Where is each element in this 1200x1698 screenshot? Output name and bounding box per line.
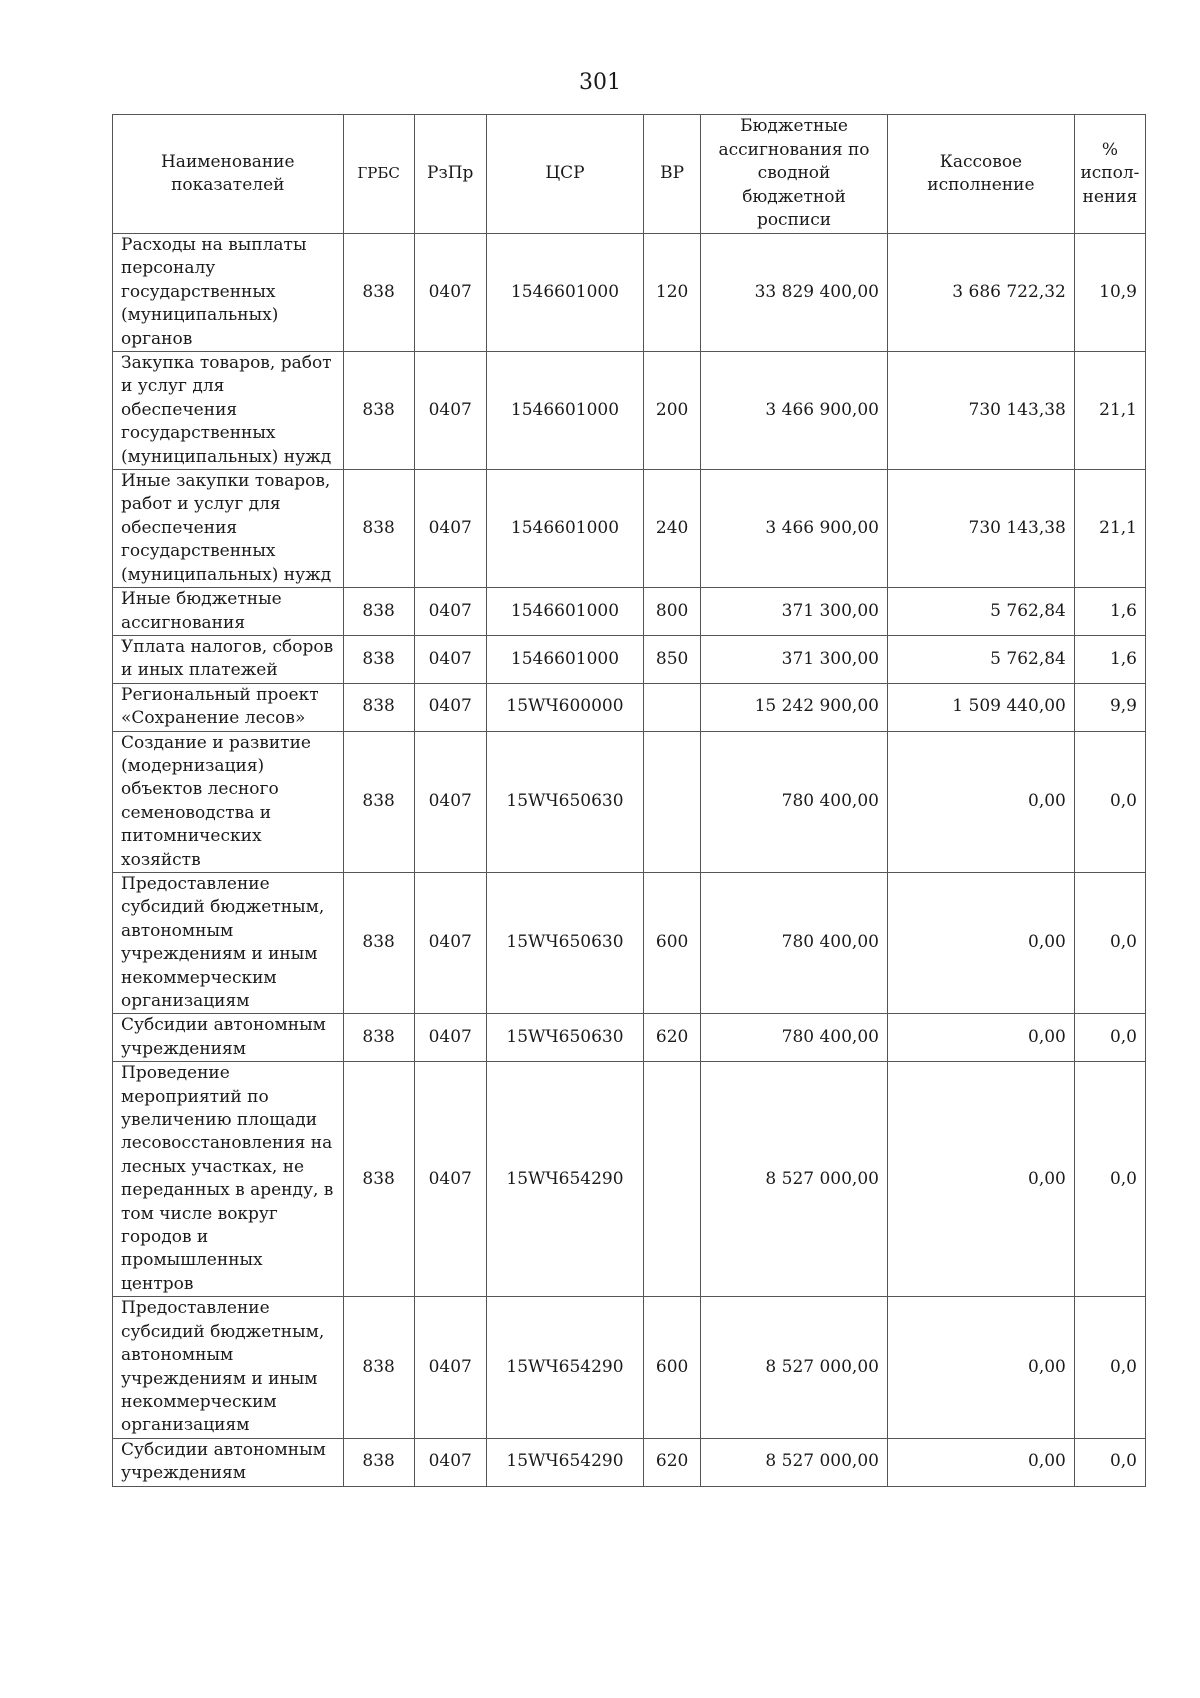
row-csr: 1546601000 bbox=[486, 470, 643, 588]
row-execution: 0,00 bbox=[887, 1062, 1074, 1297]
row-rzpr: 0407 bbox=[414, 1438, 486, 1486]
row-csr: 15WЧ654290 bbox=[486, 1438, 643, 1486]
column-header-assignments: Бюджетные ассигнования по сводной бюджетной росписи bbox=[701, 115, 888, 234]
row-percent: 0,0 bbox=[1074, 731, 1145, 872]
row-name: Иные закупки товаров, работ и услуг для обеспечения государственных (муниципальных) нужд bbox=[113, 470, 344, 588]
row-name: Проведение мероприятий по увеличению площади лесовосстановления на лесных участках, не переданных в аренду, в том числе вокруг городов и промышленных центров bbox=[113, 1062, 344, 1297]
row-vr: 850 bbox=[644, 635, 701, 683]
row-execution: 0,00 bbox=[887, 1014, 1074, 1062]
table-row bbox=[113, 470, 1146, 588]
row-csr: 15WЧ650630 bbox=[486, 731, 643, 872]
row-csr: 15WЧ650630 bbox=[486, 872, 643, 1013]
row-vr: 620 bbox=[644, 1014, 701, 1062]
table-row bbox=[113, 731, 1146, 872]
table-row bbox=[113, 588, 1146, 636]
row-grbs: 838 bbox=[343, 683, 414, 731]
table-row bbox=[113, 234, 1146, 352]
table-row bbox=[113, 352, 1146, 470]
row-assignments: 371 300,00 bbox=[701, 635, 888, 683]
row-name: Субсидии автономным учреждениям bbox=[113, 1438, 344, 1486]
row-rzpr: 0407 bbox=[414, 588, 486, 636]
row-execution: 1 509 440,00 bbox=[887, 683, 1074, 731]
row-grbs: 838 bbox=[343, 588, 414, 636]
row-assignments: 3 466 900,00 bbox=[701, 352, 888, 470]
table-row bbox=[113, 683, 1146, 731]
row-execution: 0,00 bbox=[887, 731, 1074, 872]
row-percent: 9,9 bbox=[1074, 683, 1145, 731]
row-assignments: 33 829 400,00 bbox=[701, 234, 888, 352]
row-percent: 0,0 bbox=[1074, 1062, 1145, 1297]
row-csr: 1546601000 bbox=[486, 635, 643, 683]
row-percent: 1,6 bbox=[1074, 635, 1145, 683]
column-header-grbs: ГРБС bbox=[343, 115, 414, 234]
row-vr: 120 bbox=[644, 234, 701, 352]
row-vr: 800 bbox=[644, 588, 701, 636]
row-name: Иные бюджетные ассигнования bbox=[113, 588, 344, 636]
row-vr: 600 bbox=[644, 872, 701, 1013]
row-name: Предоставление субсидий бюджетным, автономным учреждениям и иным некоммерческим организациям bbox=[113, 872, 344, 1013]
page-number: 301 bbox=[579, 70, 621, 95]
table-row bbox=[113, 1014, 1146, 1062]
column-header-vr: ВР bbox=[644, 115, 701, 234]
row-assignments: 8 527 000,00 bbox=[701, 1062, 888, 1297]
budget-execution-table bbox=[112, 114, 1146, 1487]
row-grbs: 838 bbox=[343, 1014, 414, 1062]
row-name: Закупка товаров, работ и услуг для обеспечения государственных (муниципальных) нужд bbox=[113, 352, 344, 470]
table-header-row bbox=[113, 115, 1146, 234]
row-execution: 0,00 bbox=[887, 1297, 1074, 1438]
row-grbs: 838 bbox=[343, 872, 414, 1013]
row-csr: 15WЧ654290 bbox=[486, 1297, 643, 1438]
row-assignments: 780 400,00 bbox=[701, 731, 888, 872]
row-execution: 3 686 722,32 bbox=[887, 234, 1074, 352]
column-header-rzpr: РзПр bbox=[414, 115, 486, 234]
row-grbs: 838 bbox=[343, 1062, 414, 1297]
row-vr bbox=[644, 1062, 701, 1297]
column-header-csr: ЦСР bbox=[486, 115, 643, 234]
row-name: Региональный проект «Сохранение лесов» bbox=[113, 683, 344, 731]
row-assignments: 8 527 000,00 bbox=[701, 1297, 888, 1438]
row-rzpr: 0407 bbox=[414, 731, 486, 872]
row-vr bbox=[644, 731, 701, 872]
row-percent: 21,1 bbox=[1074, 352, 1145, 470]
row-percent: 0,0 bbox=[1074, 1438, 1145, 1486]
row-csr: 15WЧ650630 bbox=[486, 1014, 643, 1062]
row-vr: 620 bbox=[644, 1438, 701, 1486]
row-grbs: 838 bbox=[343, 731, 414, 872]
row-grbs: 838 bbox=[343, 234, 414, 352]
column-header-percent: % испол-нения bbox=[1074, 115, 1145, 234]
row-grbs: 838 bbox=[343, 352, 414, 470]
row-name: Уплата налогов, сборов и иных платежей bbox=[113, 635, 344, 683]
row-vr: 600 bbox=[644, 1297, 701, 1438]
row-rzpr: 0407 bbox=[414, 635, 486, 683]
table-row bbox=[113, 1438, 1146, 1486]
row-execution: 5 762,84 bbox=[887, 635, 1074, 683]
row-csr: 15WЧ600000 bbox=[486, 683, 643, 731]
column-header-name: Наименование показателей bbox=[113, 115, 344, 234]
row-execution: 0,00 bbox=[887, 872, 1074, 1013]
row-execution: 0,00 bbox=[887, 1438, 1074, 1486]
row-percent: 0,0 bbox=[1074, 1297, 1145, 1438]
row-rzpr: 0407 bbox=[414, 470, 486, 588]
row-assignments: 780 400,00 bbox=[701, 872, 888, 1013]
column-header-execution: Кассовое исполнение bbox=[887, 115, 1074, 234]
row-grbs: 838 bbox=[343, 1297, 414, 1438]
row-csr: 15WЧ654290 bbox=[486, 1062, 643, 1297]
row-rzpr: 0407 bbox=[414, 872, 486, 1013]
row-rzpr: 0407 bbox=[414, 683, 486, 731]
row-assignments: 15 242 900,00 bbox=[701, 683, 888, 731]
row-percent: 0,0 bbox=[1074, 1014, 1145, 1062]
row-rzpr: 0407 bbox=[414, 234, 486, 352]
row-name: Субсидии автономным учреждениям bbox=[113, 1014, 344, 1062]
row-execution: 730 143,38 bbox=[887, 470, 1074, 588]
row-percent: 0,0 bbox=[1074, 872, 1145, 1013]
row-rzpr: 0407 bbox=[414, 1014, 486, 1062]
row-rzpr: 0407 bbox=[414, 352, 486, 470]
row-assignments: 371 300,00 bbox=[701, 588, 888, 636]
table-row bbox=[113, 872, 1146, 1013]
row-execution: 730 143,38 bbox=[887, 352, 1074, 470]
row-name: Расходы на выплаты персоналу государственных (муниципальных) органов bbox=[113, 234, 344, 352]
row-percent: 10,9 bbox=[1074, 234, 1145, 352]
row-csr: 1546601000 bbox=[486, 588, 643, 636]
row-assignments: 3 466 900,00 bbox=[701, 470, 888, 588]
row-csr: 1546601000 bbox=[486, 352, 643, 470]
row-csr: 1546601000 bbox=[486, 234, 643, 352]
row-grbs: 838 bbox=[343, 1438, 414, 1486]
row-percent: 21,1 bbox=[1074, 470, 1145, 588]
row-assignments: 8 527 000,00 bbox=[701, 1438, 888, 1486]
row-vr: 240 bbox=[644, 470, 701, 588]
table-row bbox=[113, 635, 1146, 683]
row-percent: 1,6 bbox=[1074, 588, 1145, 636]
row-vr: 200 bbox=[644, 352, 701, 470]
row-assignments: 780 400,00 bbox=[701, 1014, 888, 1062]
row-name: Предоставление субсидий бюджетным, автономным учреждениям и иным некоммерческим организациям bbox=[113, 1297, 344, 1438]
row-execution: 5 762,84 bbox=[887, 588, 1074, 636]
row-grbs: 838 bbox=[343, 470, 414, 588]
row-grbs: 838 bbox=[343, 635, 414, 683]
table-body bbox=[113, 234, 1146, 1487]
table-row bbox=[113, 1062, 1146, 1297]
row-vr bbox=[644, 683, 701, 731]
table-row bbox=[113, 1297, 1146, 1438]
row-name: Создание и развитие (модернизация) объектов лесного семеноводства и питомнических хозяйств bbox=[113, 731, 344, 872]
row-rzpr: 0407 bbox=[414, 1062, 486, 1297]
row-rzpr: 0407 bbox=[414, 1297, 486, 1438]
